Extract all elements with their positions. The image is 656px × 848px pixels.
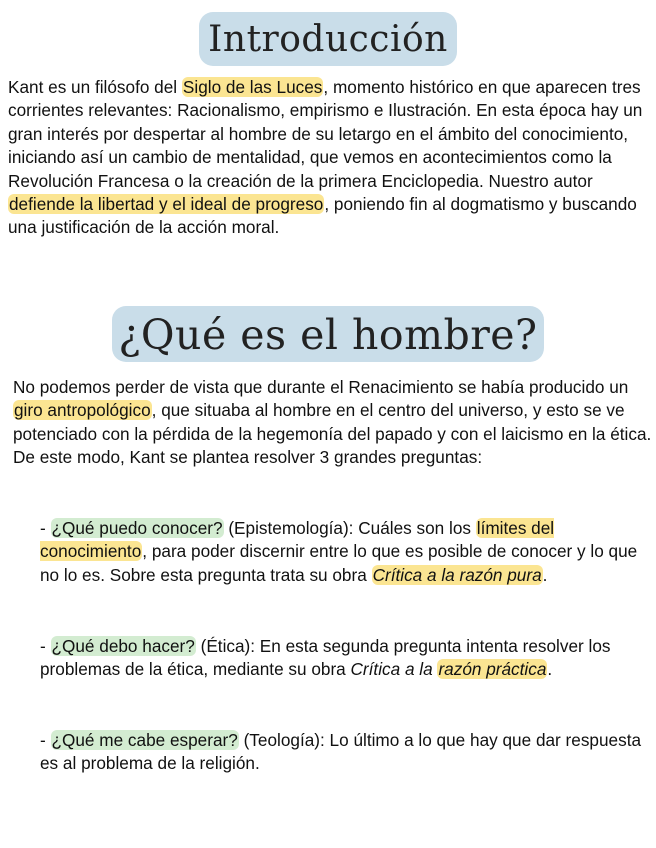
pregunta-3-question: ¿Qué me cabe esperar? (51, 730, 238, 750)
introduccion-title: Introducción (199, 12, 457, 66)
pregunta-1-text-3: . (542, 564, 548, 585)
pregunta-3-text-1: (Teología): Lo último a lo que hay que dar respuesta es al problema de la religión. (40, 730, 642, 774)
highlight-libertad-progreso: defiende la libertad y el ideal de progreso (9, 194, 324, 215)
pregunta-1-text-1: (Epistemología): Cuáles son los (223, 518, 476, 538)
highlight-siglo-de-las-luces: Siglo de las Luces (182, 77, 323, 97)
pregunta-conocer (40, 517, 648, 587)
pregunta-2-question: ¿Qué debo hacer? (51, 636, 195, 656)
intro-text-1: Kant es un filósofo del (8, 77, 182, 97)
pregunta-2-dash: - (40, 636, 51, 656)
hombre-paragraph (13, 376, 653, 470)
pregunta-2-text-2: . (547, 659, 553, 680)
highlight-giro-antropologico: giro antropológico (14, 400, 151, 421)
hombre-text-3: De este modo, Kant se plantea resolver 3 grandes preguntas: (13, 447, 483, 468)
pregunta-hacer (40, 635, 648, 682)
introduccion-heading-wrap (0, 12, 656, 66)
pregunta-esperar (40, 729, 648, 776)
hombre-text-1: No podemos perder de vista que durante el Renacimiento se había producido un (13, 377, 629, 397)
hombre-text-2: , que situaba al hombre en el centro del universo, y esto se ve potenciado con la pérdida de la hegemonía del papado y con el laicismo en la ética. (13, 400, 652, 444)
obra-critica-plain: Crítica a la (350, 659, 438, 680)
pregunta-1-dash: - (40, 518, 51, 538)
hombre-title: ¿Qué es el hombre? (112, 306, 543, 362)
obra-razon-practica: razón práctica (438, 659, 547, 680)
intro-text-3: , poniendo fin al dogmatismo y buscando una justificación de la acción moral. (8, 194, 637, 238)
intro-text-2: , momento histórico en que aparecen tres corrientes relevantes: Racionalismo, empirismo e Ilustración. En esta época hay un gran interés por despertar al hombre de su letargo en el ámbito del conocimiento, iniciando así un cambio de mentalidad, que vemos en acontecimientos como la Revolución Francesa o la creación de la primera Enciclopedia. Nuestro autor (8, 77, 643, 191)
introduccion-paragraph (8, 76, 653, 240)
pregunta-1-question: ¿Qué puedo conocer? (51, 518, 223, 538)
highlight-limites-conocimiento: límites del conocimiento (40, 518, 555, 562)
pregunta-3-dash: - (40, 730, 51, 750)
hombre-heading-wrap (0, 306, 656, 362)
obra-critica-razon-pura: Crítica a la razón pura (372, 564, 542, 585)
pregunta-1-text-2: , para poder discernir entre lo que es posible de conocer y lo que no lo es. Sobre esta pregunta trata su obra (40, 541, 638, 585)
pregunta-2-text-1: (Ética): En esta segunda pregunta intenta resolver los problemas de la ética, mediante su obra (40, 636, 611, 680)
